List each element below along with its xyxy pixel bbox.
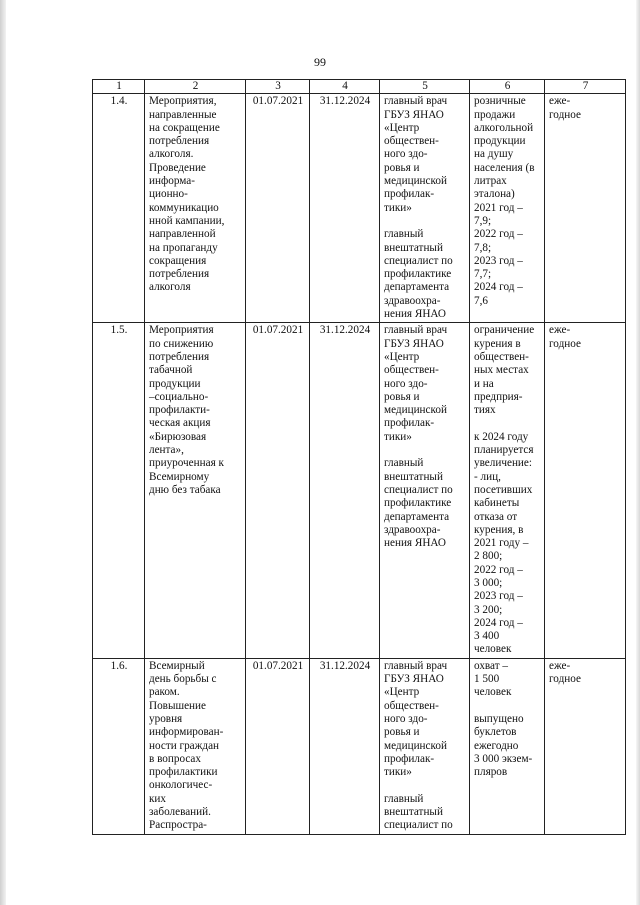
- event-description: Мероприятия, направленные на сокращение потребления алкоголя. Проведение информа- ционно- коммуникацио нной кампании, направленной на пропаганду сокращения потребления алкоголя: [145, 94, 246, 323]
- table-header-row: [93, 80, 626, 94]
- header-cell-2: 2: [145, 80, 246, 94]
- end-date: 31.12.2024: [310, 94, 380, 323]
- header-cell-3: 3: [246, 80, 310, 94]
- start-date: 01.07.2021: [246, 323, 310, 658]
- responsible-party: главный врач ГБУЗ ЯНАО «Центр обществен- ного здо- ровья и медицинской профилак- тики» главный внештатный специалист по профилактике департамента здравоохра- нения ЯНАО: [380, 94, 470, 323]
- row-number: 1.5.: [93, 323, 145, 658]
- start-date: 01.07.2021: [246, 658, 310, 834]
- event-description: Мероприятия по снижению потребления табачной продукции –социально- профилакти- ческая акция «Бирюзовая лента», приуроченная к Всемирному дню без табака: [145, 323, 246, 658]
- header-cell-5: 5: [380, 80, 470, 94]
- end-date: 31.12.2024: [310, 658, 380, 834]
- header-cell-6: 6: [470, 80, 545, 94]
- header-cell-7: 7: [545, 80, 626, 94]
- table-row: [93, 94, 626, 323]
- event-description: Всемирный день борьбы с раком. Повышение уровня информирован- ности граждан в вопросах профилактики онкологичес- ких заболеваний. Распростра-: [145, 658, 246, 834]
- row-number: 1.6.: [93, 658, 145, 834]
- page-shadow-right: [636, 0, 640, 905]
- table-row: [93, 658, 626, 834]
- header-cell-4: 4: [310, 80, 380, 94]
- header-cell-1: 1: [93, 80, 145, 94]
- responsible-party: главный врач ГБУЗ ЯНАО «Центр обществен- ного здо- ровья и медицинской профилак- тики» главный внештатный специалист по: [380, 658, 470, 834]
- expected-result: ограничение курения в обществен- ных местах и на предприя- тиях к 2024 году планируется увеличение: - лиц, посетивших кабинеты отказа от курения, в 2021 году – 2 800; 2022 год – 3 000; 2023 год – 3 200; 2024 год – 3 400 человек: [470, 323, 545, 658]
- expected-result: охват – 1 500 человек выпущено буклетов ежегодно 3 000 экзем- пляров: [470, 658, 545, 834]
- row-number: 1.4.: [93, 94, 145, 323]
- page-shadow-left: [0, 0, 6, 905]
- periodicity: еже- годное: [545, 323, 626, 658]
- start-date: 01.07.2021: [246, 94, 310, 323]
- page-number: 99: [314, 55, 326, 69]
- activities-table: [92, 79, 626, 835]
- table-row: [93, 323, 626, 658]
- periodicity: еже- годное: [545, 94, 626, 323]
- periodicity: еже- годное: [545, 658, 626, 834]
- responsible-party: главный врач ГБУЗ ЯНАО «Центр обществен- ного здо- ровья и медицинской профилак- тики» главный внештатный специалист по профилактике департамента здравоохра- нения ЯНАО: [380, 323, 470, 658]
- end-date: 31.12.2024: [310, 323, 380, 658]
- expected-result: розничные продажи алкогольной продукции на душу населения (в литрах эталона) 2021 год – 7,9; 2022 год – 7,8; 2023 год – 7,7; 2024 год – 7,6: [470, 94, 545, 323]
